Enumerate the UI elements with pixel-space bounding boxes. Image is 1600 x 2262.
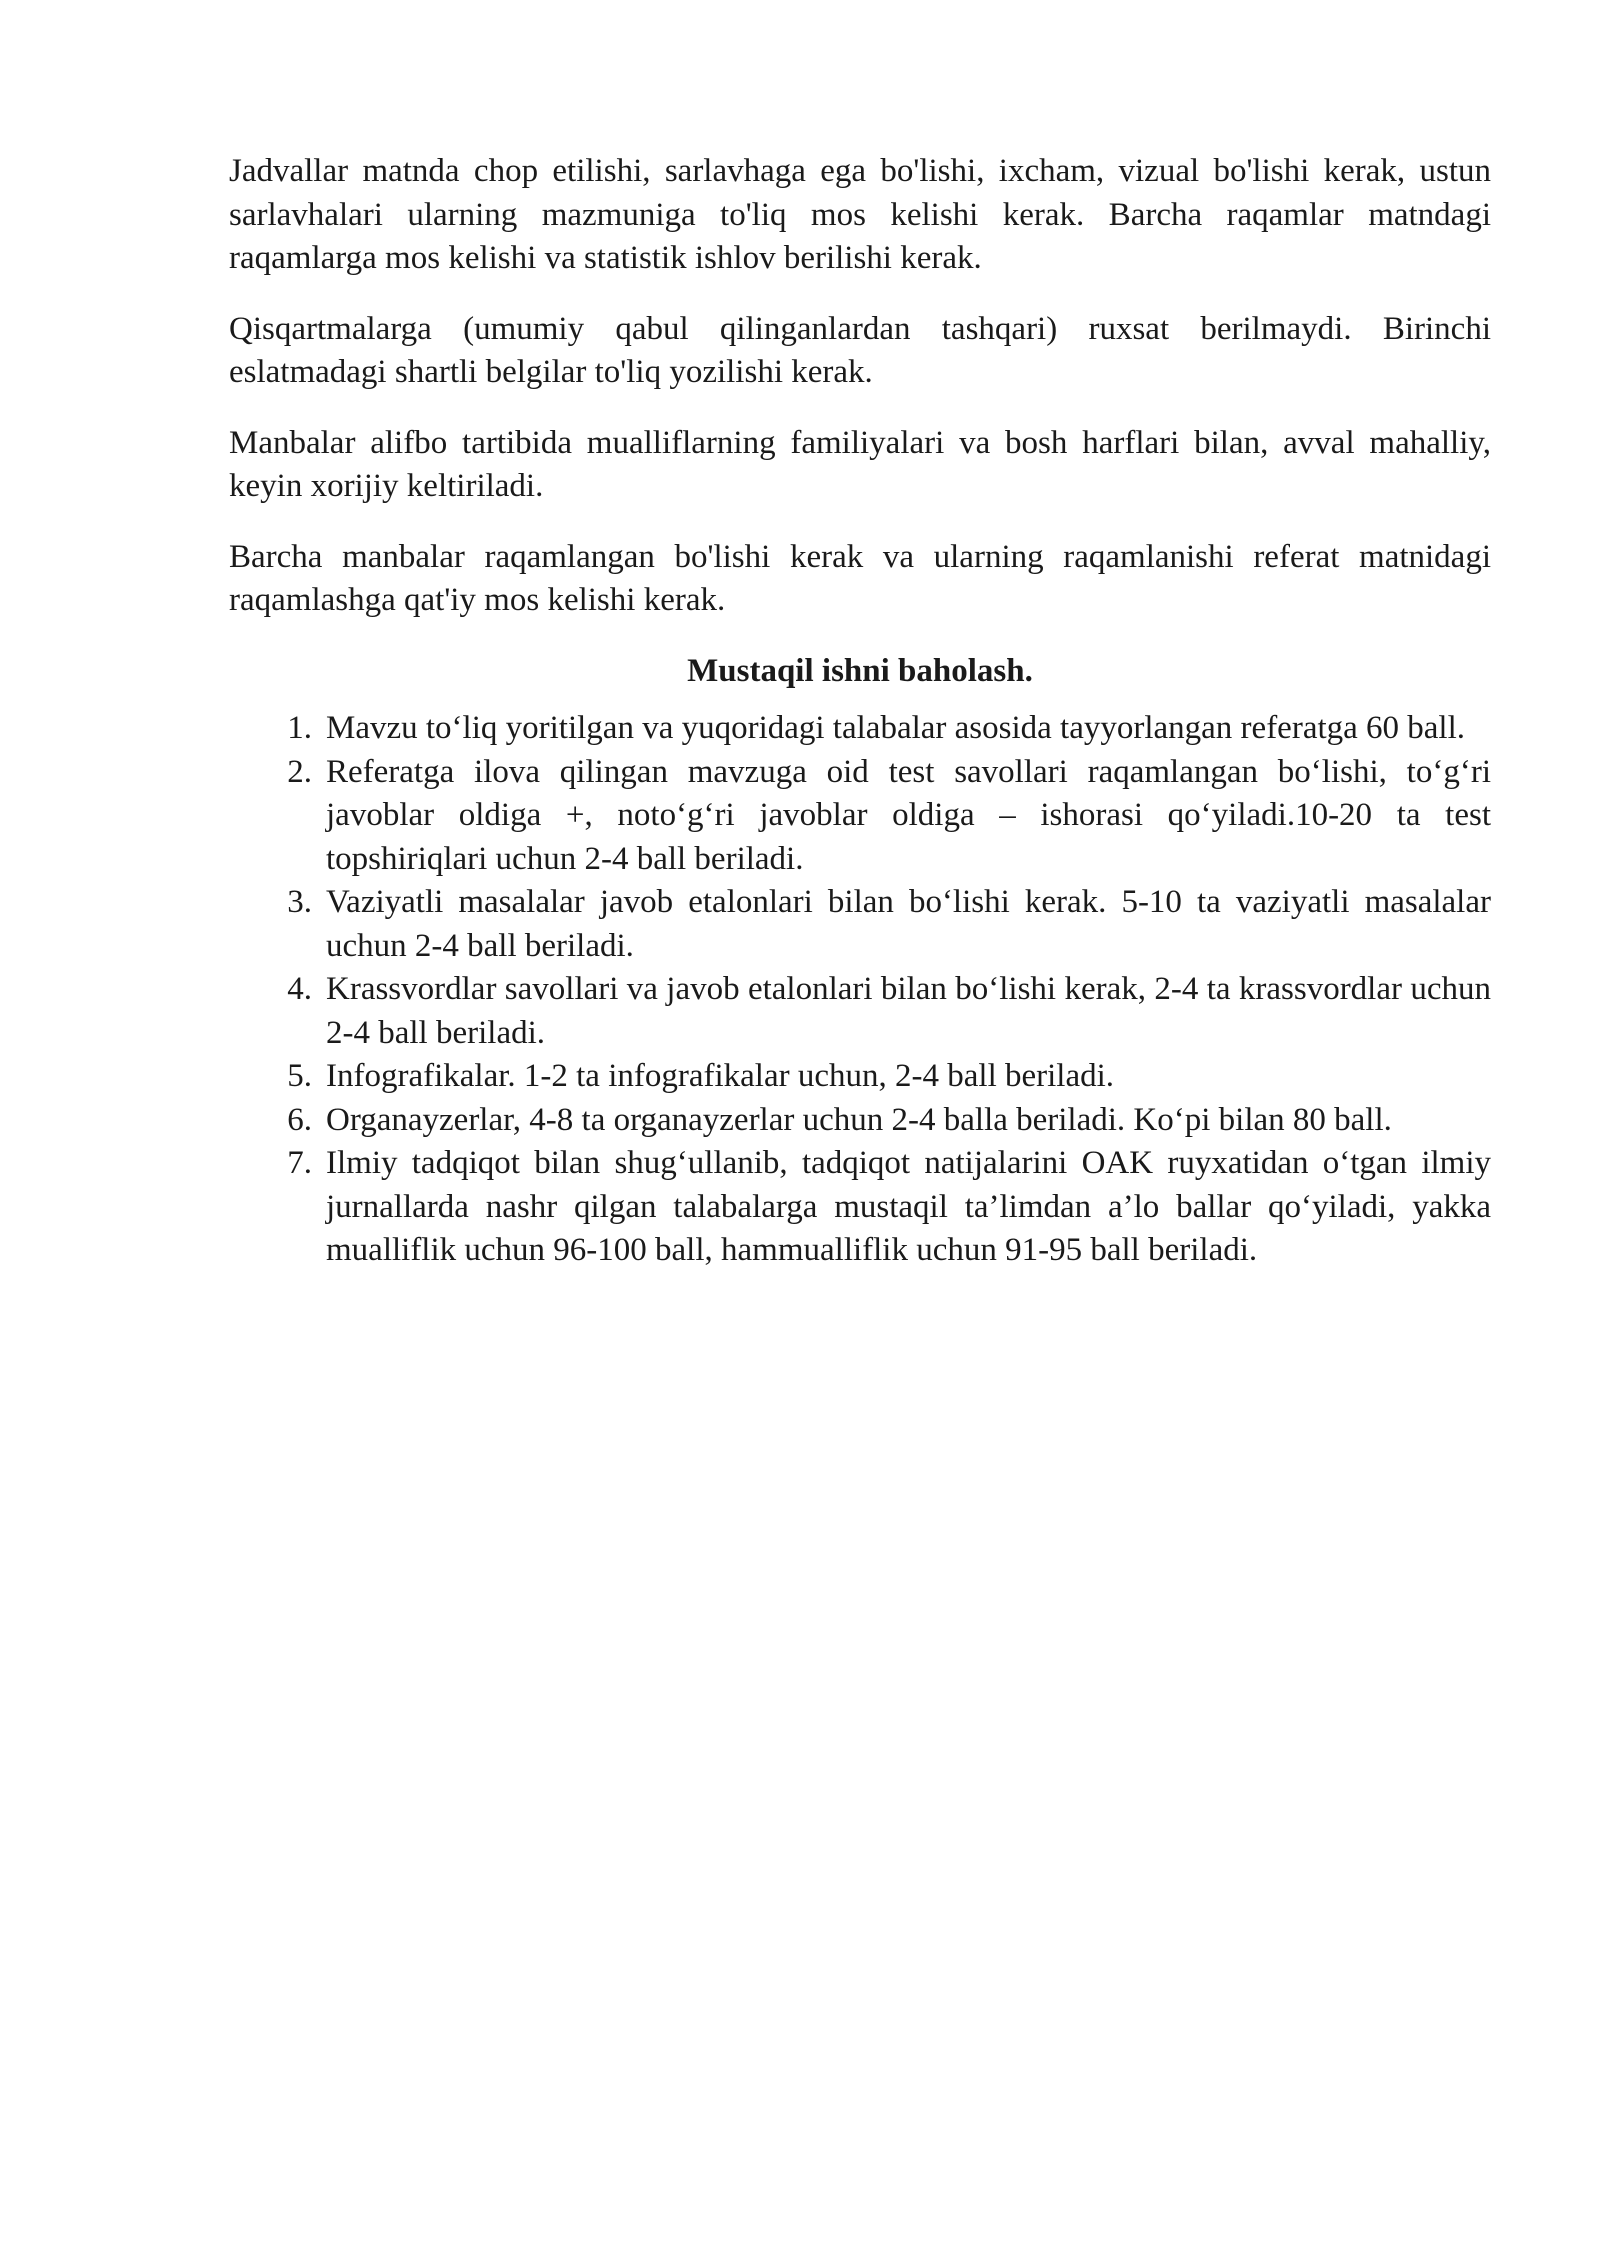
paragraph-abbreviations: Qisqartmalarga (umumiy qabul qilinganlardan tashqari) ruxsat berilmaydi. Birinchi eslatmadagi shartli belgilar to'liq yozilishi kerak. xyxy=(229,310,1491,390)
list-item-text: Organayzerlar, 4-8 ta organayzerlar uchun 2-4 balla beriladi. Ko‘pi bilan 80 ball. xyxy=(326,1101,1392,1138)
document-page xyxy=(229,150,1491,1273)
list-item xyxy=(229,751,1491,882)
list-item-number: 6. xyxy=(287,1101,312,1138)
paragraph-sources-numbering: Barcha manbalar raqamlangan bo'lishi kerak va ularning raqamlanishi referat matnidagi raqamlashga qat'iy mos kelishi kerak. xyxy=(229,538,1491,618)
list-item-number: 3. xyxy=(287,884,312,920)
list-item-number: 5. xyxy=(287,1058,312,1094)
list-item-number: 7. xyxy=(287,1145,312,1181)
list-item xyxy=(229,968,1491,1055)
list-item-text: Ilmiy tadqiqot bilan shug‘ullanib, tadqiqot natijalarini OAK ruyxatidan o‘tgan ilmiy jurnallarda nashr qilgan talabalarga mustaqil ta’limdan a’lo ballar qo‘yiladi, yakka mualliflik uchun 96-100 ball, hammualliflik uchun 91-95 ball beriladi. xyxy=(326,1145,1491,1268)
list-item xyxy=(229,1055,1491,1099)
list-item xyxy=(229,1099,1491,1143)
list-item-text: Vaziyatli masalalar javob etalonlari bilan bo‘lishi kerak. 5-10 ta vaziyatli masalalar uchun 2-4 ball beriladi. xyxy=(326,884,1491,964)
list-item xyxy=(229,1142,1491,1273)
list-item-text: Infografikalar. 1-2 ta infografikalar uchun, 2-4 ball beriladi. xyxy=(326,1058,1115,1094)
paragraph-tables: Jadvallar matnda chop etilishi, sarlavhaga ega bo'lishi, ixcham, vizual bo'lishi kerak, ustun sarlavhalari ularning mazmuniga to'liq mos kelishi kerak. Barcha raqamlar matndagi raqamlarga mos kelishi va statistik ishlov berilishi kerak. xyxy=(229,153,1491,276)
paragraph-sources-order: Manbalar alifbo tartibida mualliflarning familiyalari va bosh harflari bilan, avval mahalliy, keyin xorijiy keltiriladi. xyxy=(229,424,1491,504)
list-item-text: Krassvordlar savollari va javob etalonlari bilan bo‘lishi kerak, 2-4 ta krassvordlar uchun 2-4 ball beriladi. xyxy=(326,971,1491,1051)
list-item-text: Mavzu to‘liq yoritilgan va yuqoridagi talabalar asosida tayyorlangan referatga 60 ball. xyxy=(326,710,1466,746)
section-heading: Mustaqil ishni baholash. xyxy=(687,652,1033,689)
list-item-number: 4. xyxy=(287,971,312,1007)
list-item-text: Referatga ilova qilingan mavzuga oid test savollari raqamlangan bo‘lishi, to‘g‘ri javoblar oldiga +, noto‘g‘ri javoblar oldiga – ishorasi qo‘yiladi.10-20 ta test topshiriqlari uchun 2-4 ball beriladi. xyxy=(326,753,1491,877)
list-item xyxy=(229,707,1491,751)
list-item-number: 1. xyxy=(287,710,312,746)
list-item-number: 2. xyxy=(287,753,312,790)
grading-list xyxy=(229,707,1491,1273)
list-item xyxy=(229,881,1491,968)
